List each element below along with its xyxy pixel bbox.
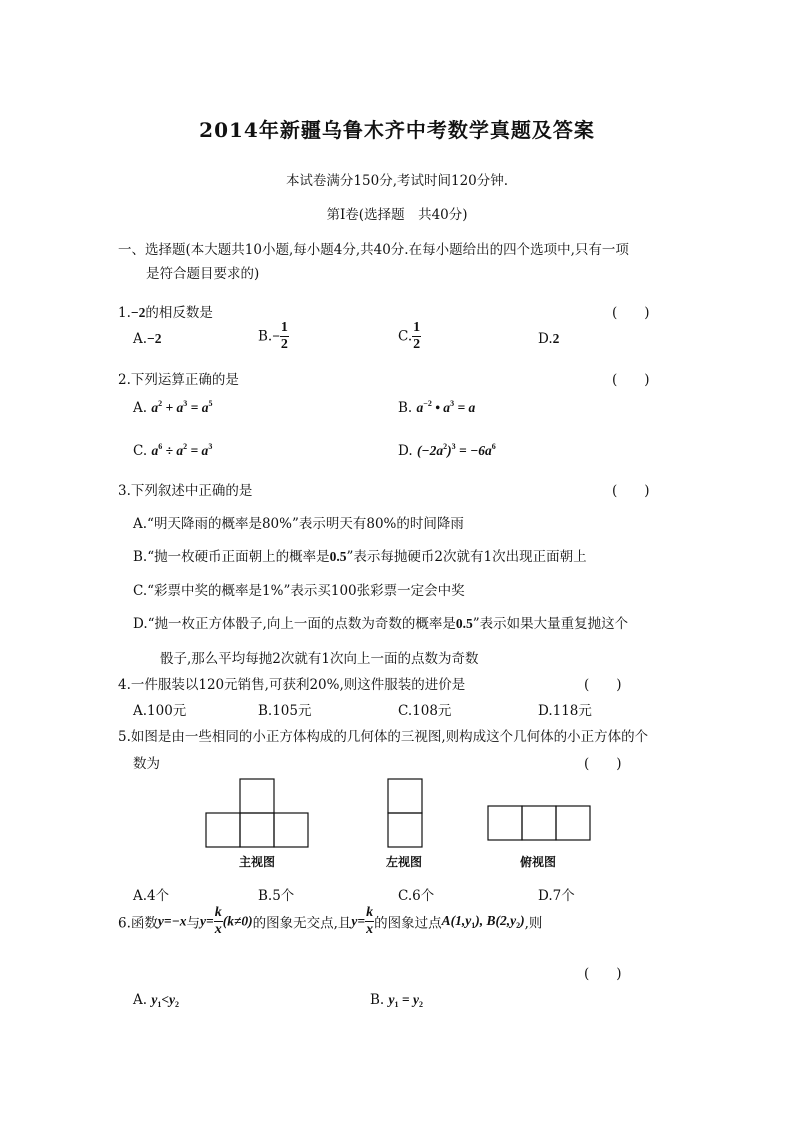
q1-c-numerator: 1 bbox=[413, 320, 421, 335]
q6-mid1: 与 bbox=[186, 915, 201, 932]
q2-option-b-expr: $a^{-2}$ • $a^3 = a$ bbox=[416, 399, 476, 415]
front-view-cell bbox=[274, 813, 308, 847]
q3-option-d-post: ”表示如果大量重复抛这个 bbox=[472, 616, 629, 632]
q2-option-d-expr: $(-2a^2)^3 = -6a^6$ bbox=[416, 442, 496, 458]
q2-option-c-label: C. bbox=[133, 443, 148, 459]
q2-option-d-label: D. bbox=[398, 443, 413, 459]
page-title: 2014年新疆乌鲁木齐中考数学真题及答案 bbox=[199, 118, 595, 142]
q6-prefix: 6.函数 bbox=[118, 915, 158, 932]
answer-blank-q6[interactable]: ( ) bbox=[584, 966, 622, 982]
q1-option-c-label: C. bbox=[398, 328, 413, 345]
q3-option-a: A.“明天降雨的概率是80%”表示明天有80%的时间降雨 bbox=[133, 516, 464, 532]
top-view-cell bbox=[522, 806, 556, 840]
q4-option-b: B.105元 bbox=[258, 703, 312, 719]
q3-option-b-math: 0.5 bbox=[329, 549, 347, 564]
question-3-stem: 3.下列叙述中正确的是 bbox=[118, 483, 253, 499]
q6-func-2-fraction: $\frac{k}{x}$ bbox=[214, 905, 222, 937]
q3-option-d-cont: 骰子,那么平均每抛2次就有1次向上一面的点数为奇数 bbox=[160, 651, 479, 667]
q3-option-d-math: 0.5 bbox=[455, 616, 473, 631]
question-2-stem: 2.下列运算正确的是 bbox=[118, 372, 239, 388]
top-view bbox=[488, 806, 590, 840]
q6-func-3-fraction: $\frac{k}{x}$ bbox=[366, 905, 374, 937]
q3-option-b-post: ”表示每抛硬币2次就有1次出现正面朝上 bbox=[346, 549, 587, 565]
left-view bbox=[388, 779, 422, 847]
left-view-cell bbox=[388, 813, 422, 847]
answer-blank-q5[interactable]: ( ) bbox=[584, 756, 622, 772]
q6-func-2-lhs: y= bbox=[200, 913, 214, 929]
q2-option-a-expr: $a^2 + a^3 = a^5$ bbox=[151, 399, 213, 415]
q6-option-a-label: A. bbox=[133, 992, 148, 1008]
q5-option-b: B.5个 bbox=[258, 888, 295, 904]
q3-option-d-pre: D.“抛一枚正方体骰子,向上一面的点数为奇数的概率是 bbox=[133, 616, 456, 632]
q6-option-a bbox=[133, 992, 179, 1009]
q5-option-c: C.6个 bbox=[398, 888, 435, 904]
top-view-label: 俯视图 bbox=[519, 855, 557, 869]
q1-c-denominator: 2 bbox=[413, 337, 421, 352]
section-heading-cont: 是符合题目要求的) bbox=[146, 266, 260, 282]
q6-mid3: 的图象过点 bbox=[374, 915, 442, 932]
volume-header: 第Ⅰ卷(选择题 共40分) bbox=[326, 207, 468, 223]
q1-text: 的相反数是 bbox=[145, 305, 213, 321]
q1-math: −2 bbox=[130, 305, 146, 320]
question-5-stem: 5.如图是由一些相同的小正方体构成的几何体的三视图,则构成这个几何体的小正方体的个 bbox=[118, 729, 649, 745]
q6-option-b-expr: $y_1 = y_2$ bbox=[388, 992, 423, 1009]
q6-mid2: 的图象无交点,且 bbox=[252, 915, 352, 932]
left-view-label: 左视图 bbox=[385, 855, 423, 869]
q2-option-a-label: A. bbox=[133, 400, 148, 416]
exam-info: 本试卷满分150分,考试时间120分钟. bbox=[285, 173, 509, 189]
question-5-stem-cont: 数为 bbox=[133, 756, 160, 772]
front-view-cell bbox=[206, 813, 240, 847]
left-view-cell bbox=[388, 779, 422, 813]
q4-option-a: A.100元 bbox=[133, 703, 187, 719]
answer-blank-q3[interactable]: ( ) bbox=[612, 483, 650, 499]
top-view-cell bbox=[556, 806, 590, 840]
front-view-cell bbox=[240, 779, 274, 813]
q1-option-b-label: B. bbox=[258, 328, 273, 345]
q1-option-d-value: 2 bbox=[552, 331, 560, 346]
q6-func-3-lhs: y= bbox=[351, 913, 366, 929]
q6-option-a-expr: $y_1<y_2$ bbox=[151, 992, 180, 1009]
answer-blank-q2[interactable]: ( ) bbox=[612, 372, 650, 388]
q1-option-b-sign: − bbox=[272, 328, 280, 344]
q6-option-b-label: B. bbox=[370, 992, 385, 1008]
q1-b-denominator: 2 bbox=[280, 337, 288, 352]
q6-func-2-cond: (k≠0) bbox=[222, 913, 253, 929]
front-view-label: 主视图 bbox=[238, 855, 276, 869]
front-view-cell bbox=[240, 813, 274, 847]
q1-option-a-value: −2 bbox=[147, 331, 162, 346]
question-4-stem: 4.一件服装以120元销售,可获利20%,则这件服装的进价是 bbox=[118, 677, 466, 693]
q1-number: 1. bbox=[118, 305, 131, 321]
answer-blank-q1[interactable]: ( ) bbox=[612, 305, 650, 321]
q1-b-numerator: 1 bbox=[280, 320, 288, 335]
q6-points: $A(1,y_1)$, $B(2,y_2)$ bbox=[441, 913, 525, 930]
q4-option-d: D.118元 bbox=[538, 703, 592, 719]
q6-option-b bbox=[370, 992, 423, 1009]
top-view-cell bbox=[488, 806, 522, 840]
q4-option-c: C.108元 bbox=[398, 703, 452, 719]
answer-blank-q4[interactable]: ( ) bbox=[584, 677, 622, 693]
q3-option-c: C.“彩票中奖的概率是1%”表示买100张彩票一定会中奖 bbox=[133, 583, 465, 599]
q6-func-1: y=−x bbox=[157, 913, 187, 929]
q5-option-a: A.4个 bbox=[133, 888, 170, 904]
q5-option-d: D.7个 bbox=[538, 888, 575, 904]
q2-option-c-expr: $a^6 \div a^2 = a^3$ bbox=[151, 442, 213, 458]
q1-option-a-label: A. bbox=[133, 331, 148, 347]
q1-option-d-label: D. bbox=[538, 331, 553, 347]
question-6-stem bbox=[118, 906, 542, 937]
q2-option-b-label: B. bbox=[398, 400, 413, 416]
q3-option-b-pre: B.“抛一枚硬币正面朝上的概率是 bbox=[133, 549, 330, 565]
section-heading: 一、选择题(本大题共10小题,每小题4分,共40分.在每小题给出的四个选项中,只有一项 bbox=[118, 242, 629, 258]
q6-end: ,则 bbox=[524, 915, 543, 932]
front-view bbox=[206, 779, 308, 847]
